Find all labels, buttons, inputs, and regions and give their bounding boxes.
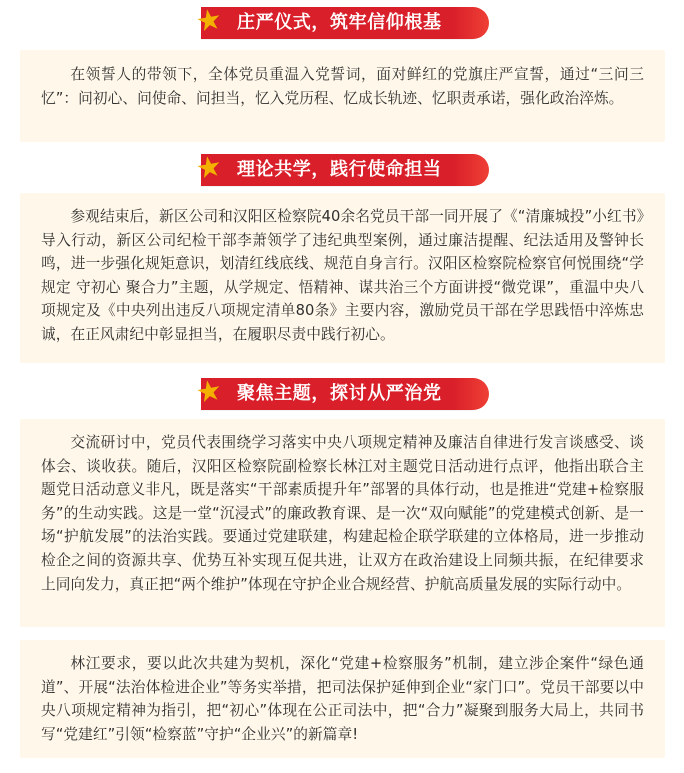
- section-title: 庄严仪式，筑牢信仰根基: [237, 12, 442, 33]
- article-paragraph: 参观结束后，新区公司和汉阳区检察院40余名党员干部一同开展了《“清廉城投”小红书》导入行动，新区公司纪检干部李萧领学了违纪典型案例，通过廉洁提醒、纪法适用及警钟长鸣，进一步强化规矩意识，划清红线底线、规范自身言行。汉阳区检察院检察官何悦围绕“学规定 守初心 聚合力”主题，从学规定、悟精神、谋共治三个方面讲授“微党课”，重温中央八项规定及《中央列出违反八项规定清单80条》主要内容，激励党员干部在学思践悟中淬炼忠诚，在正风肃纪中彰显担当，在履职尽责中践行初心。: [41, 208, 644, 343]
- star-icon: ★: [193, 372, 225, 411]
- article-paragraph: 林江要求，要以此次共建为契机，深化“党建+检察服务”机制，建立涉企案件“绿色通道”、开展“法治体检进企业”等务实举措，把司法保护延伸到企业“家门口”。党员干部要以中央八项规定精神为指引，把“初心”体现在公正司法中，把“合力”凝聚到服务大局上，共同书写“党建红”引领“检察蓝”守护“企业兴”的新篇章!: [41, 655, 644, 743]
- star-icon: ★: [193, 1, 225, 40]
- section-header-discussion: [193, 372, 489, 413]
- article-paragraph-box: [20, 419, 665, 627]
- section-title: 聚焦主题，探讨从严治党: [237, 383, 442, 404]
- article-paragraph: 在领誓人的带领下，全体党员重温入党誓词，面对鲜红的党旗庄严宣誓，通过“三问三忆”：问初心、问使命、问担当，忆入党历程、忆成长轨迹、忆职责承诺，强化政治淬炼。: [41, 66, 644, 107]
- section-banner-end: [453, 7, 489, 39]
- section-header-theory: [193, 148, 489, 189]
- article-paragraph-box: [20, 193, 665, 363]
- section-banner-end: [453, 378, 489, 410]
- article-paragraph: 交流研讨中，党员代表围绕学习落实中央八项规定精神及廉洁自律进行发言谈感受、谈体会、谈收获。随后，汉阳区检察院副检察长林江对主题党日活动进行点评，他指出联合主题党日活动意义非凡，既是落实“干部素质提升年”部署的具体行动，也是推进“党建+检察服务”的生动实践。这是一堂“沉浸式”的廉政教育课、是一次“双向赋能”的党建模式创新、是一场“护航发展”的法治实践。要通过党建联建，构建起检企联学联建的立体格局，进一步推动检企之间的资源共享、优势互补实现互促共进，让双方在政治建设上同频共振，在纪律要求上同向发力，真正把“两个维护”体现在守护企业合规经营、护航高质量发展的实际行动中。: [41, 434, 644, 593]
- article-paragraph-box: [20, 640, 665, 758]
- section-banner-end: [453, 154, 489, 186]
- section-header-ceremony: [193, 1, 489, 42]
- star-icon: ★: [193, 148, 225, 187]
- section-title: 理论共学，践行使命担当: [237, 159, 442, 180]
- article-paragraph-box: [20, 50, 665, 142]
